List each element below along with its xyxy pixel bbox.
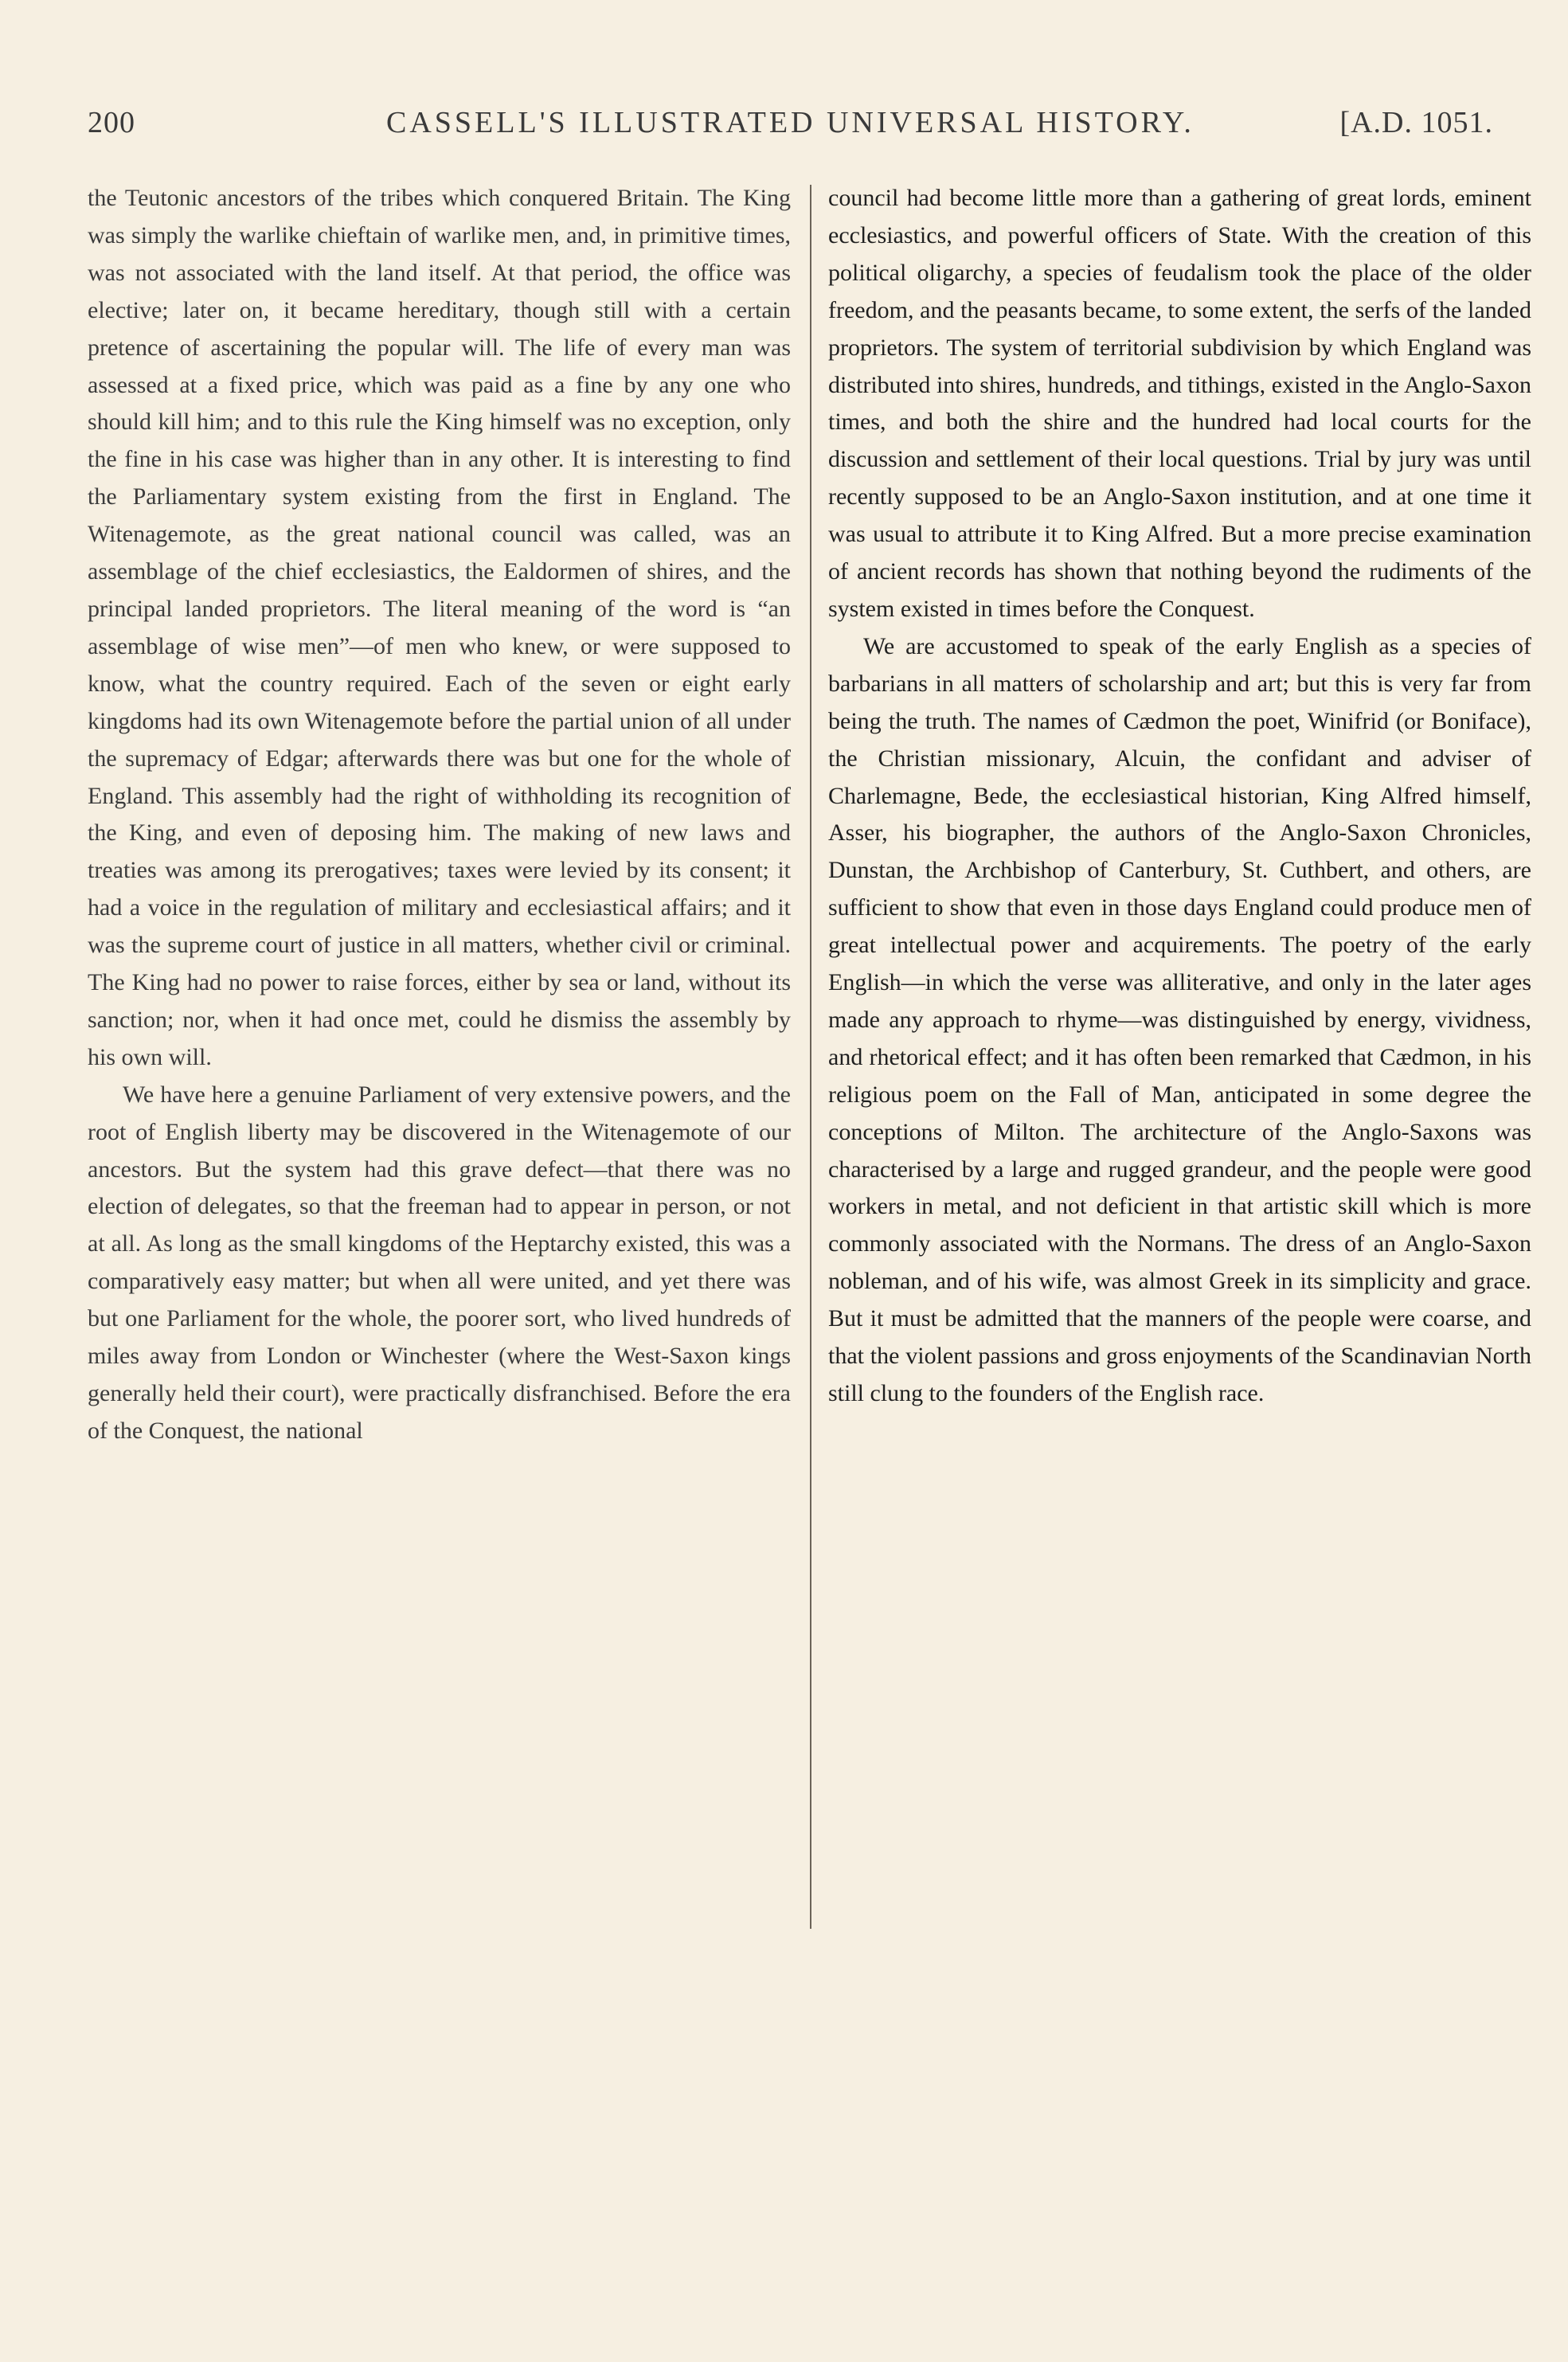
left-paragraph-1: the Teutonic ancestors of the tribes which conquered Britain. The King was simply the warlike chieftain of warlike men, and, in primitive times, was not associated with the land itself. At that period, the office was elective; later on, it became hereditary, though still with a certain pretence of ascertaining the popular will. The life of every man was assessed at a fixed price, which was paid as a fine by any one who should kill him; and to this rule the King himself was no exception, only the fine in his case was higher than in any other. It is interesting to find the Parliamentary system existing from the first in England. The Witenagemote, as the great national council was called, was an assemblage of the chief ecclesiastics, the Ealdormen of shires, and the principal landed proprietors. The literal meaning of the word is “an assemblage of wise men”—of men who knew, or were supposed to know, what the country required. Each of the seven or eight early kingdoms had its own Witenagemote before the partial union of all under the supremacy of Edgar; afterwards there was but one for the whole of England. This assembly had the right of withholding its recognition of the King, and even of deposing him. The making of new laws and treaties was among its prerogatives; taxes were levied by its consent; it had a voice in the regulation of military and ecclesiastical affairs; and it was the supreme court of justice in all matters, whether civil or criminal. The King had no power to raise forces, either by sea or land, without its sanction; nor, when it had once met, could he dismiss the assembly by his own will. [88, 185, 791, 1070]
page-number: 200 [88, 106, 135, 139]
left-column [88, 180, 791, 1450]
running-title: CASSELL'S ILLUSTRATED UNIVERSAL HISTORY. [386, 106, 1195, 139]
right-column [828, 180, 1531, 1413]
column-divider [810, 185, 811, 1929]
left-paragraph-2: We have here a genuine Parliament of very extensive powers, and the root of English liberty may be discovered in the Witenagemote of our ancestors. But the system had this grave defect—that there was no election of delegates, so that the freeman had to appear in person, or not at all. As long as the small kingdoms of the Heptarchy existed, this was a comparatively easy matter; but when all were united, and yet there was but one Parliament for the whole, the poorer sort, who lived hundreds of miles away from London or Winchester (where the West-Saxon kings generally held their court), were practically disfranchised. Before the era of the Conquest, the national [88, 1081, 791, 1444]
date-marker: [A.D. 1051. [1339, 106, 1493, 139]
right-paragraph-1: council had become little more than a gathering of great lords, eminent ecclesiastics, and powerful officers of State. With the creation of this political oligarchy, a species of feudalism took the place of the older freedom, and the peasants became, to some extent, the serfs of the landed proprietors. The system of territorial subdivision by which England was distributed into shires, hundreds, and tithings, existed in the Anglo-Saxon times, and both the shire and the hundred had local courts for the discussion and settlement of their local questions. Trial by jury was until recently supposed to be an Anglo-Saxon institution, and at one time it was usual to attribute it to King Alfred. But a more precise examination of ancient records has shown that nothing beyond the rudiments of the system existed in times before the Conquest. [828, 185, 1531, 622]
right-paragraph-2: We are accustomed to speak of the early English as a species of barbarians in all matters of scholarship and art; but this is very far from being the truth. The names of Cædmon the poet, Winifrid (or Boniface), the Christian missionary, Alcuin, the confidant and adviser of Charlemagne, Bede, the ecclesiastical historian, King Alfred himself, Asser, his biographer, the authors of the Anglo-Saxon Chronicles, Dunstan, the Archbishop of Canterbury, St. Cuthbert, and others, are sufficient to show that even in those days England could produce men of great intellectual power and acquirements. The poetry of the early English—in which the verse was alliterative, and only in the later ages made any approach to rhyme—was distinguished by energy, vividness, and rhetorical effect; and it has often been remarked that Cædmon, in his religious poem on the Fall of Man, anticipated in some degree the conceptions of Milton. The architecture of the Anglo-Saxons was characterised by a large and rugged grandeur, and the people were good workers in metal, and not deficient in that artistic skill which is more commonly associated with the Normans. The dress of an Anglo-Saxon nobleman, and of his wife, was almost Greek in its simplicity and grace. But it must be admitted that the manners of the people were coarse, and that the violent passions and gross enjoyments of the Scandinavian North still clung to the founders of the English race. [828, 632, 1531, 1406]
page-header [88, 105, 1493, 153]
